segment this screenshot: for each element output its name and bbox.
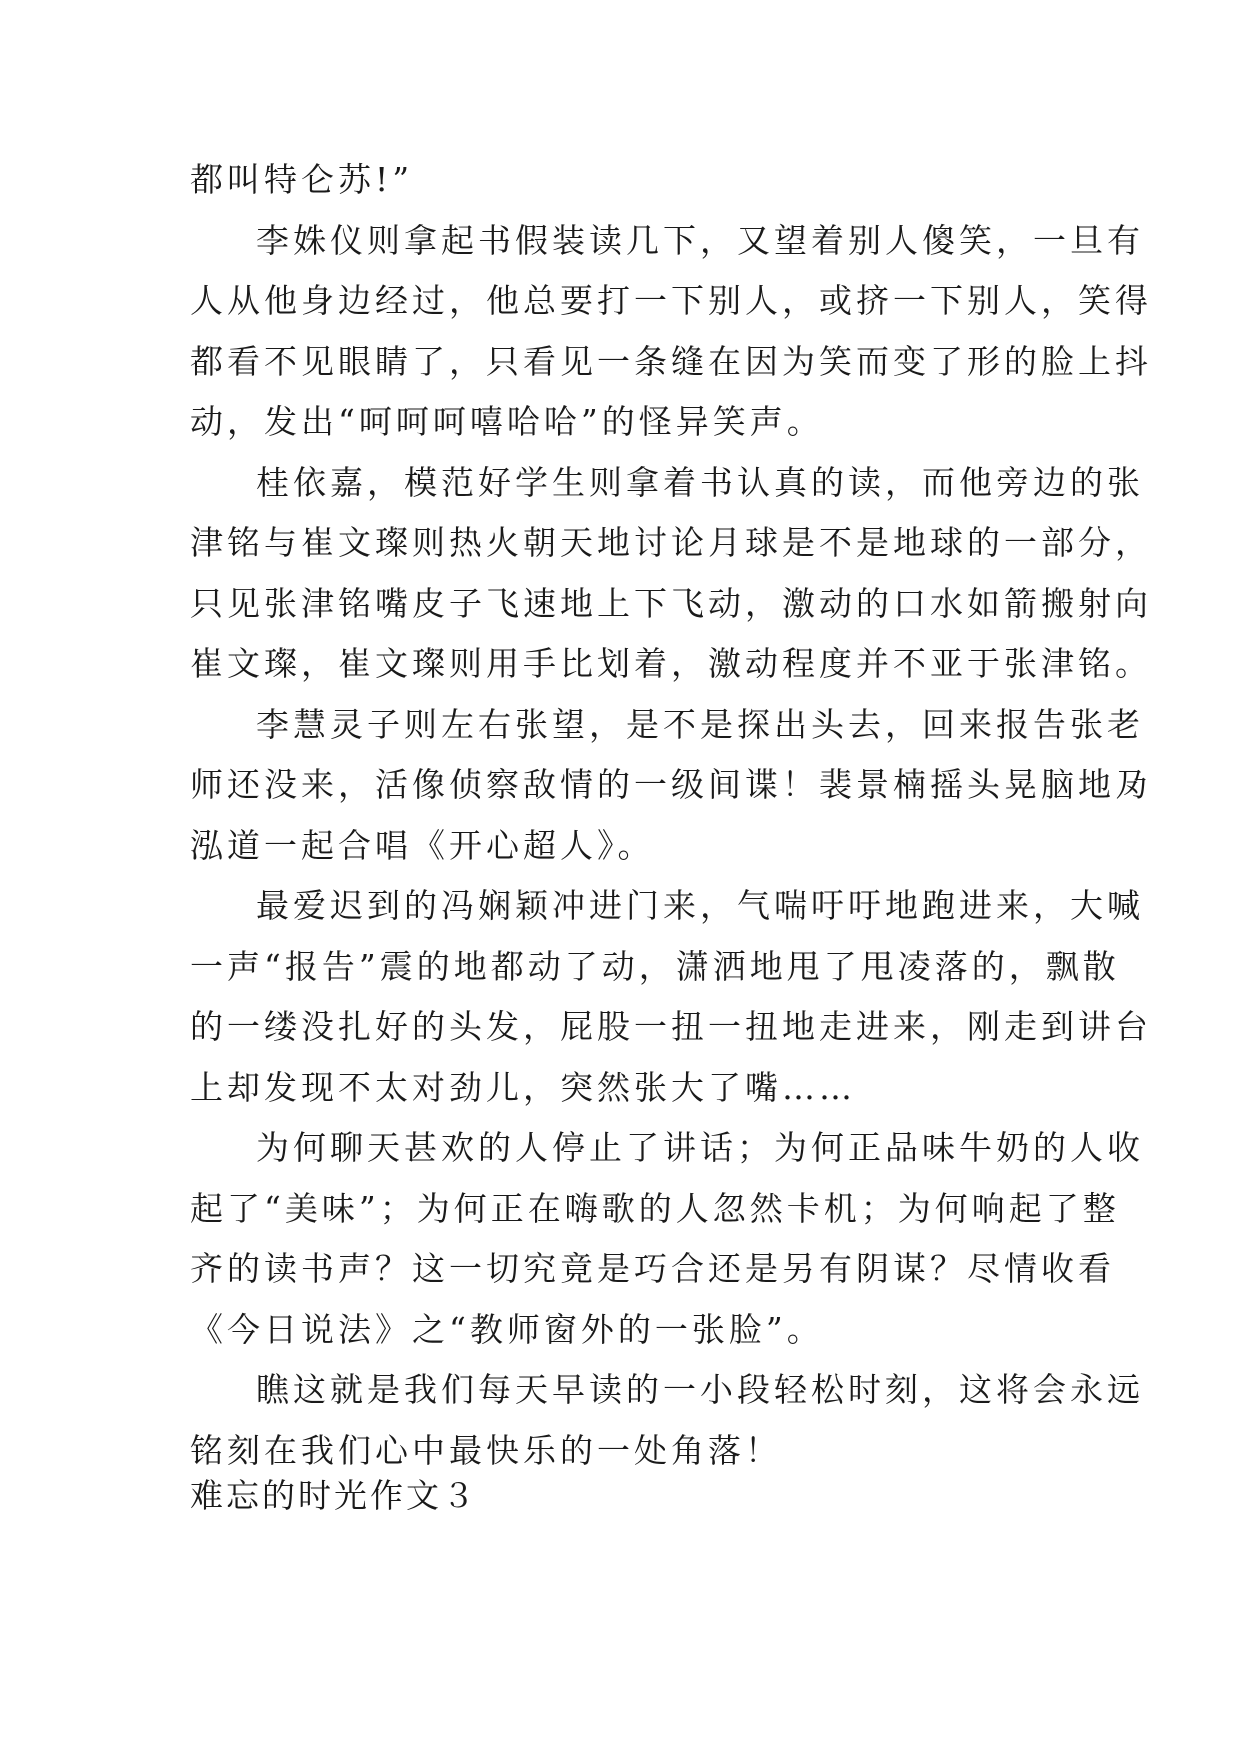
text-line: 崔文璨，崔文璨则用手比划着，激动程度并不亚于张津铭。 bbox=[190, 644, 1152, 683]
text-line: 动，发出“呵呵呵嘻哈哈”的怪异笑声。 bbox=[190, 402, 824, 441]
text-line: 为何聊天甚欢的人停止了讲话；为何正品味牛奶的人收 bbox=[256, 1128, 1144, 1167]
text-line: 只见张津铭嘴皮子飞速地上下飞动，激动的口水如箭搬射向 bbox=[190, 583, 1152, 623]
text-line: 起了“美味”；为何正在嗨歌的人忽然卡机；为何响起了整 bbox=[190, 1188, 1120, 1228]
text-line: 的一缕没扎好的头发，屁股一扭一扭地走进来，刚走到讲台 bbox=[190, 1007, 1152, 1046]
essay-body bbox=[190, 150, 1152, 1481]
text-line: 人从他身边经过，他总要打一下别人，或挤一下别人，笑得 bbox=[190, 281, 1152, 320]
text-line: 铭刻在我们心中最快乐的一处角落！ bbox=[190, 1430, 782, 1470]
text-line: 都叫特仑苏!” bbox=[190, 160, 414, 199]
text-line: 李姝仪则拿起书假装读几下，又望着别人傻笑，一旦有 bbox=[256, 220, 1144, 260]
text-line: 泓道一起合唱《开心超人》。 bbox=[190, 825, 655, 865]
text-line: 一声“报告”震的地都动了动，潇洒地甩了甩凌落的，飘散 bbox=[190, 946, 1120, 986]
text-line: 齐的读书声？这一切究竟是巧合还是另有阴谋？尽情收看 bbox=[190, 1249, 1115, 1288]
text-line: 都看不见眼睛了，只看见一条缝在因为笑而变了形的脸上抖 bbox=[190, 341, 1152, 381]
text-line: 师还没来，活像侦察敌情的一级间谍！裴景楠摇头晃脑地夃 bbox=[190, 765, 1152, 804]
section-heading: 难忘的时光作文３ bbox=[190, 1476, 478, 1515]
text-line: 上却发现不太对劲儿，突然张大了嘴…… bbox=[190, 1067, 856, 1107]
text-line: 津铭与崔文璨则热火朝天地讨论月球是不是地球的一部分， bbox=[190, 523, 1152, 562]
text-line: 李慧灵子则左右张望，是不是探出头去，回来报告张老 bbox=[256, 704, 1144, 744]
text-line: 《今日说法》之“教师窗外的一张脸”。 bbox=[190, 1309, 824, 1349]
text-line: 最爱迟到的冯娴颖冲进门来，气喘吁吁地跑进来，大喊 bbox=[256, 886, 1144, 925]
text-line: 瞧这就是我们每天早读的一小段轻松时刻，这将会永远 bbox=[256, 1370, 1144, 1409]
text-line: 桂依嘉，模范好学生则拿着书认真的读，而他旁边的张 bbox=[256, 462, 1144, 502]
